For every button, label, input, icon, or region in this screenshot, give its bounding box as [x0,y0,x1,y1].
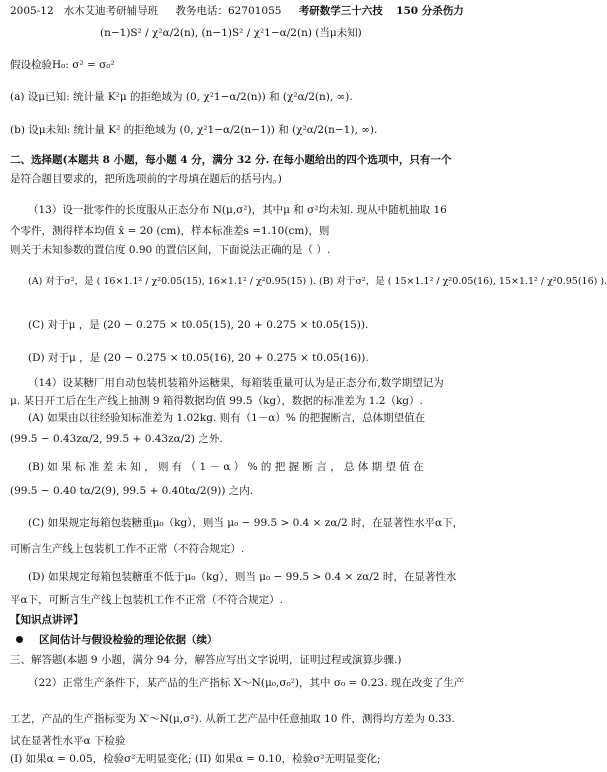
header-date: 2005-12 [10,5,54,17]
q22-parts: (I) 如果α = 0.05，检验σ²无明显变化; (II) 如果α = 0.10，检验σ²无明显变化; [10,753,381,765]
q13-stem: （13）设一批零件的长度服从正态分布 N(μ,σ²)，其中μ 和 σ²均未知. 现从中随机抽取 16 [28,204,447,216]
q22-stem-3: 试在显著性水平α 下检验 [10,735,126,747]
q14-option-b: (B) 如 果 标 准 差 未 知 ， 则 有 （ 1 － α ） % 的 把 握 断 言 ， 总 体 期 望 值 在 [28,461,424,473]
header-school: 水木艾迪考研辅导班 [63,5,159,17]
topic-title: 区间估计与假设检验的理论依据（续） [39,634,218,646]
header-slogan-2: 150 分杀伤力 [396,5,464,17]
q14-stem: （14）设某糖厂用自动包装机装箱外运糖果，每箱装重量可认为是正态分布,数学期望记为 [28,377,444,389]
q14-option-c: (C) 如果规定每箱包装糖重μ₀（kg），则当 μ₀ − 99.5 > 0.4 × zα/2 时，在显著性水平α下， [28,517,464,529]
page-header [10,4,464,18]
header-phone: 教务电话：62701055 [175,5,282,17]
q14-option-b-formula: (99.5 − 0.40 tα/2(9), 99.5 + 0.40tα/2(9)) 之内. [10,485,254,497]
q14-option-d-cont: 平α下，可断言生产线上包装机工作不正常（不符合规定）. [10,594,283,606]
case-a-known-mu: (a) 设μ已知: 统计量 K²μ 的拒绝域为 (0, χ²1−α/2(n)) 和 (χ²α/2(n), ∞). [10,91,353,103]
section-3-heading: 三、解答题(本题 9 小题，满分 94 分，解答应写出文字说明，证明过程或演算步骤.) [10,654,402,666]
q13-option-c: (C) 对于μ ，是 (20 − 0.275 × t0.05(15), 20 + 0.275 × t0.05(15)). [28,319,369,331]
q14-option-a: (A) 如果由以往经验知标准差为 1.02kg. 则有（1－α）% 的把握断言，总体期望值在 [28,412,426,424]
q14-option-c-cont: 可断言生产线上包装机工作不正常（不符合规定）. [10,543,245,555]
q14-stem-2: μ. 某日开工后在生产线上抽测 9 箱得数据均值 99.5（kg），数据的标准差为 1.2（kg）. [10,395,423,407]
q14-option-d: (D) 如果规定每箱包装糖重不低于μ₀（kg），则当 μ₀ − 99.5 > 0.4 × zα/2 时，在显著性水 [28,571,457,583]
hypothesis-h0: 假设检验H₀: σ² = σ₀² [10,59,115,71]
section-2-heading-cont: 是符合题目要求的，把所选项前的字母填在题后的括号内。) [10,173,282,185]
bullet-icon [16,636,23,643]
formula-sigma-interval: (n−1)S² / χ²α/2(n), (n−1)S² / χ²1−α/2(n) (当μ未知) [100,27,362,39]
q22-stem-2: 工艺，产品的生产指标变为 X′～N(μ,σ²). 从新工艺产品中任意抽取 10 件，测得均方差为 0.33. [10,713,455,725]
case-b-unknown-mu: (b) 设μ未知: 统计量 K² 的拒绝域为 (0, χ²1−α/2(n−1)) 和 (χ²α/2(n−1), ∞). [10,124,378,136]
q13-stem-2: 个零件，测得样本均值 x̄ = 20 (cm)，样本标准差s =1.10(cm)，则 [10,225,330,237]
q14-option-a-formula: (99.5 − 0.43zα/2, 99.5 + 0.43zα/2) 之外. [10,433,223,445]
q13-options-ab: (A) 对于σ²，是 ( 16×1.1² / χ²0.05(15), 16×1.1² / χ²0.95(15) ). (B) 对于σ²，是 ( 15×1.1² / χ²0.05(16), 15×1.1² / χ²0.95(16) ). [28,276,607,287]
q13-stem-3: 则关于未知参数的置信度 0.90 的置信区间，下面说法正确的是（ ）. [10,244,331,256]
header-slogan: 考研数学三十六技 [298,5,383,17]
section-2-heading: 二、选择题(本题共 8 小题，每小题 4 分，满分 32 分. 在每小题给出的四个选项中，只有一个 [10,154,452,166]
q22-stem: （22）正常生产条件下，某产品的生产指标 X～N(μ₀,σ₀²)，其中 σ₀ = 0.23. 现在改变了生产 [28,677,465,689]
knowledge-point-heading: 【知识点讲评】 [10,614,84,626]
q13-option-d: (D) 对于μ ，是 (20 − 0.275 × t0.05(16), 20 + 0.275 × t0.05(16)). [28,352,369,364]
topic-line [16,633,218,647]
